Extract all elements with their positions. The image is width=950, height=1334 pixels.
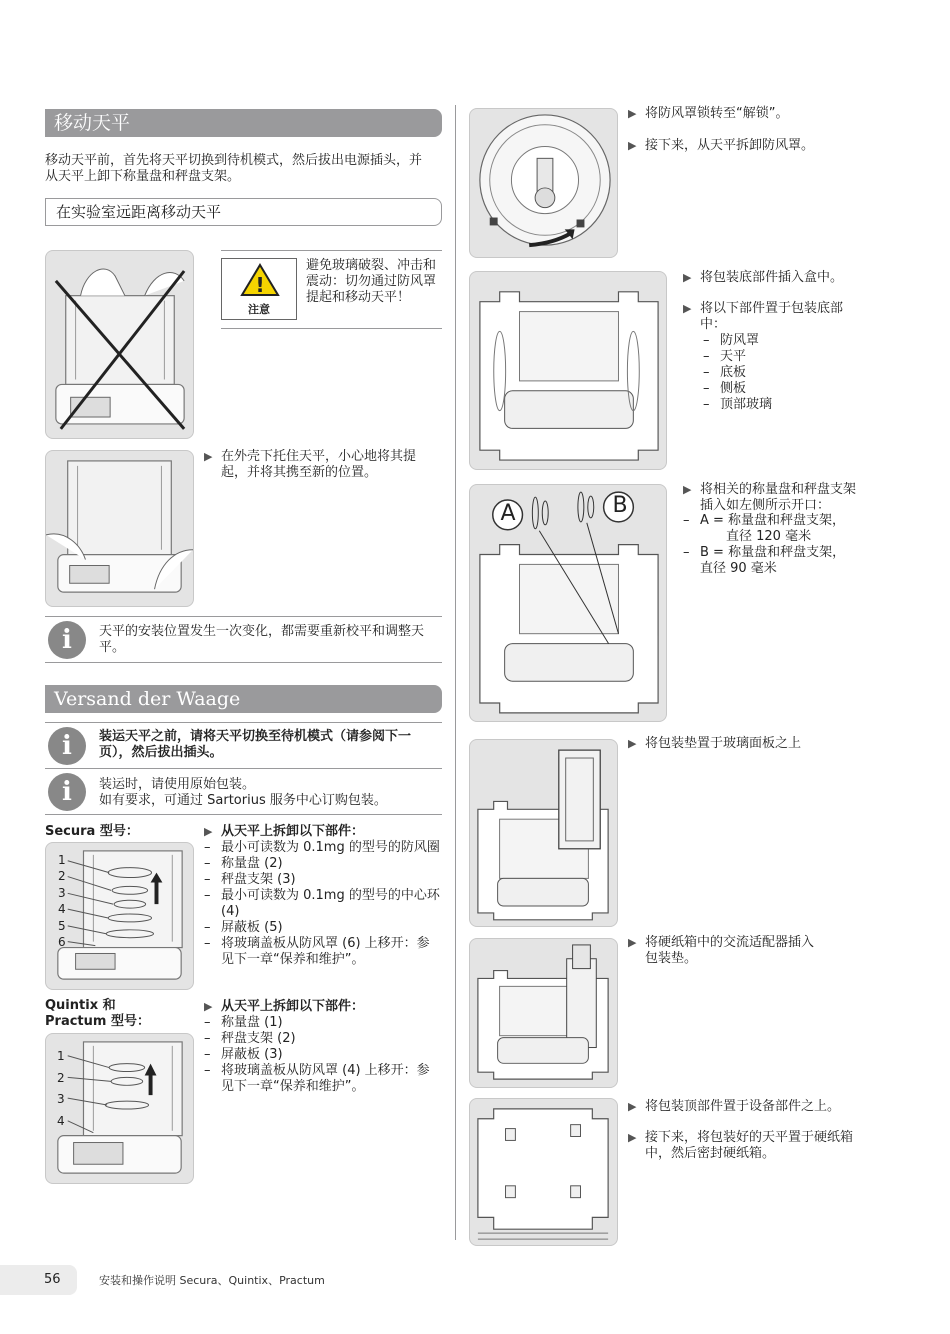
- list-item: – 防风罩: [703, 333, 883, 349]
- packaging-pad-illustration: [469, 739, 618, 927]
- list-item: – 顶部玻璃: [703, 397, 883, 413]
- info-icon: i: [48, 773, 86, 811]
- step-bullet-icon: ▶: [628, 737, 637, 750]
- ac-adapter-illustration: [469, 938, 618, 1088]
- pan-b-text-line2: 直径 90 毫米: [700, 561, 777, 576]
- quintix-number-1: 1: [57, 1049, 65, 1063]
- secura-number-4: 4: [58, 902, 66, 916]
- quintix-number-4: 4: [57, 1114, 65, 1128]
- secura-number-5: 5: [58, 919, 66, 933]
- step-bullet-icon: ▶: [204, 450, 213, 463]
- correct-lifting-illustration: [45, 450, 194, 607]
- pan-a-text-line2: 直径 120 毫米: [726, 529, 812, 544]
- package-parts-list: [703, 333, 883, 413]
- list-item: – 最小可读数为 0.1mg 的型号的防风圈: [204, 840, 440, 856]
- info-icon: i: [48, 727, 86, 765]
- list-item: – 屏蔽板 (3): [204, 1047, 440, 1063]
- step-bullet-icon: ▶: [683, 271, 692, 284]
- section-title-move-balance: 移动天平: [45, 109, 442, 137]
- wrong-lifting-illustration: [45, 250, 194, 439]
- secura-parts-illustration: [45, 842, 194, 990]
- warning-label: 注意: [248, 303, 270, 316]
- note-rule-bottom: [45, 662, 442, 663]
- ship-note-rule-top: [45, 722, 442, 723]
- quintix-parts-list: [204, 1015, 440, 1095]
- ship-packaging-line2: 如有要求，可通过 Sartorius 服务中心订购包装。: [99, 793, 387, 808]
- pan-b-text-line1: B = 称量盘和秤盘支架，: [700, 545, 846, 560]
- quintix-parts-illustration: [45, 1033, 194, 1184]
- list-item: – 称量盘 (2): [204, 856, 440, 872]
- list-item: [683, 513, 873, 545]
- warning-sign: [221, 258, 297, 320]
- step-bullet-icon: ▶: [628, 1131, 637, 1144]
- list-item: – 将玻璃盖板从防风罩 (6) 上移开：参见下一章“保养和维护”。: [204, 936, 440, 968]
- recalibrate-note: 天平的安装位置发生一次变化，都需要重新校平和调整天平。: [99, 624, 425, 655]
- secura-parts-list: [204, 840, 440, 968]
- list-item: [683, 545, 873, 577]
- list-item: – 底板: [703, 365, 883, 381]
- ship-note-rule-bottom: [45, 814, 442, 815]
- step-bullet-icon: ▶: [204, 1000, 213, 1013]
- footer-doc-title: 安装和操作说明 Secura、Quintix、Practum: [99, 1274, 325, 1287]
- page-number: 56: [44, 1272, 61, 1287]
- quintix-model-label-line2: Practum 型号：: [45, 1014, 150, 1029]
- pan-label-a: A: [500, 501, 516, 526]
- section-title-shipping: Versand der Waage: [45, 685, 442, 713]
- package-bottom-illustration: [469, 271, 667, 470]
- move-intro-text: 移动天平前，首先将天平切换到待机模式，然后拔出电源插头，并从天平上卸下称量盘和秤盘支架。: [45, 153, 423, 184]
- list-item: – 天平: [703, 349, 883, 365]
- secura-number-6: 6: [58, 935, 66, 949]
- list-item: – 侧板: [703, 381, 883, 397]
- step-bullet-icon: ▶: [628, 139, 637, 152]
- step-bullet-icon: ▶: [683, 302, 692, 315]
- ship-note-rule-mid: [45, 768, 442, 769]
- quintix-model-label-line1: Quintix 和: [45, 998, 116, 1013]
- warning-bottom-rule: [221, 328, 442, 329]
- ship-packaging-line1: 装运时，请使用原始包装。: [99, 777, 256, 792]
- step-bullet-icon: ▶: [204, 825, 213, 838]
- list-item: – 秤盘支架 (3): [204, 872, 440, 888]
- secura-number-1: 1: [58, 853, 66, 867]
- pan-label-b: B: [612, 493, 628, 518]
- svg-text:!: !: [255, 273, 265, 297]
- subsection-title-remote-move: 在实验室远距离移动天平: [45, 198, 442, 226]
- step-bullet-icon: ▶: [628, 936, 637, 949]
- list-item: – 将玻璃盖板从防风罩 (4) 上移开：参见下一章“保养和维护”。: [204, 1063, 440, 1095]
- column-divider: [455, 105, 456, 1240]
- package-top-illustration: [469, 1098, 618, 1246]
- list-item: – 最小可读数为 0.1mg 的型号的中心环 (4): [204, 888, 440, 920]
- step-bullet-icon: ▶: [628, 1100, 637, 1113]
- quintix-number-3: 3: [57, 1092, 65, 1106]
- secura-model-label: Secura 型号：: [45, 824, 139, 839]
- pan-sizes-list: [683, 513, 873, 577]
- warning-text: 避免玻璃破裂、冲击和震动：切勿通过防风罩提起和移动天平！: [306, 258, 437, 305]
- list-item: – 屏蔽板 (5): [204, 920, 440, 936]
- secura-number-3: 3: [58, 886, 66, 900]
- pan-a-text-line1: A = 称量盘和秤盘支架，: [700, 513, 846, 528]
- info-icon: i: [48, 621, 86, 659]
- note-rule-top: [45, 616, 442, 617]
- page-number-tab: [0, 1265, 77, 1295]
- ship-standby-note: 装运天平之前，请将天平切换至待机模式（请参阅下一页），然后拔出插头。: [99, 729, 412, 760]
- list-item: – 秤盘支架 (2): [204, 1031, 440, 1047]
- step-bullet-icon: ▶: [628, 107, 637, 120]
- draft-shield-unlock-illustration: [469, 108, 618, 258]
- step-bullet-icon: ▶: [683, 483, 692, 496]
- list-item: – 称量盘 (1): [204, 1015, 440, 1031]
- secura-number-2: 2: [58, 869, 66, 883]
- warning-top-rule: [221, 250, 442, 251]
- warning-triangle-icon: [240, 263, 280, 297]
- quintix-number-2: 2: [57, 1071, 65, 1085]
